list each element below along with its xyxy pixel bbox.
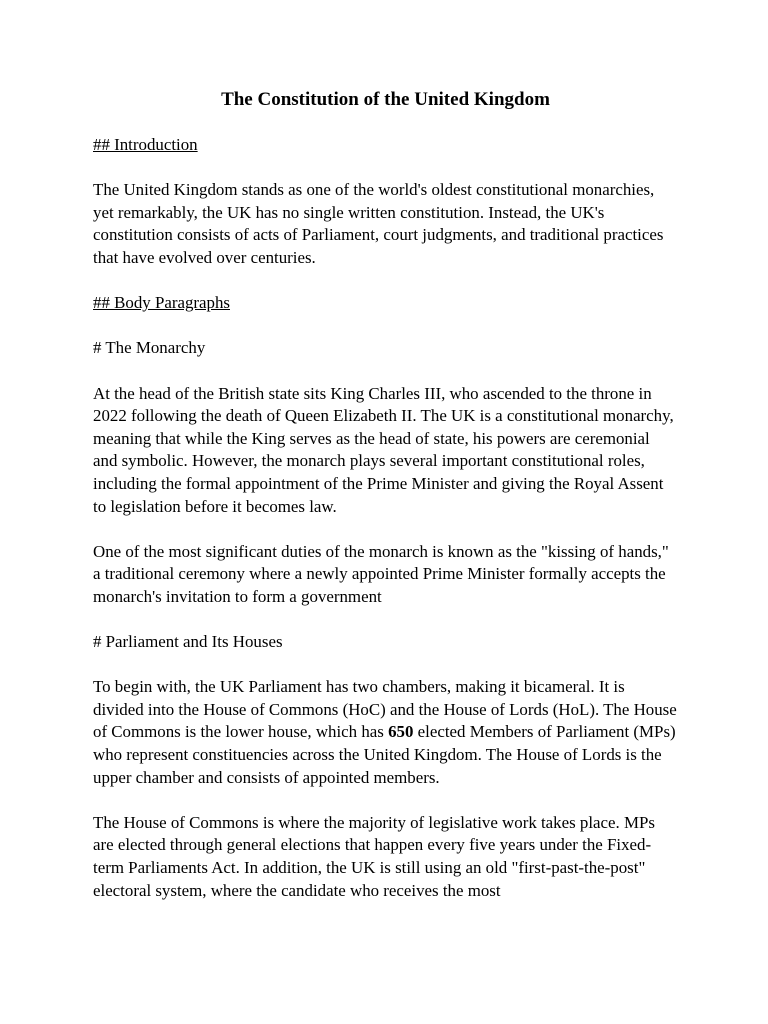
parliament-paragraph-1 bbox=[93, 676, 678, 789]
monarchy-paragraph-2: One of the most significant duties of the monarch is known as the "kissing of hands," a traditional ceremony where a newly appointed Prime Minister formally accepts the monarch's invitation to form a government bbox=[93, 541, 669, 606]
monarchy-paragraph-1: At the head of the British state sits King Charles III, who ascended to the throne in 2022 following the death of Queen Elizabeth II. The UK is a constitutional monarchy, meaning that while the King serves as the head of state, his powers are ceremonial and symbolic. However, the monarch plays several important constitutional roles, including the formal appointment of the Prime Minister and giving the Royal Assent to legislation before it becomes law. bbox=[93, 383, 674, 516]
body-paragraphs-heading: ## Body Paragraphs bbox=[93, 293, 230, 313]
introduction-heading: ## Introduction bbox=[93, 135, 198, 154]
document-title: The Constitution of the United Kingdom bbox=[221, 89, 550, 110]
parliament-paragraph-1-text-start: To begin with, the UK Parliament has two chambers, making it bicameral. It is divided into the House of Commons (HoC) and the House of Lords (HoL). The House of Commons is the lower house, which has bbox=[93, 677, 677, 742]
parliament-paragraph-2: The House of Commons is where the majority of legislative work takes place. MPs are elected through general elections that happen every five years under the Fixed-term Parliaments Act. In addition, the UK is still using an old "first-past-the-post" electoral system, where the candidate who receives the most bbox=[93, 812, 655, 900]
parliament-paragraph-1-text-end: elected Members of Parliament (MPs) who represent constituencies across the United Kingdom. The House of Lords is the upper chamber and consists of appointed members. bbox=[93, 722, 676, 787]
introduction-paragraph: The United Kingdom stands as one of the world's oldest constitutional monarchies, yet remarkably, the UK has no single written constitution. Instead, the UK's constitution consists of acts of Parliament, court judgments, and traditional practices that have evolved over centuries. bbox=[93, 180, 664, 267]
monarchy-heading: # The Monarchy bbox=[93, 338, 206, 358]
parliament-heading: # Parliament and Its Houses bbox=[93, 632, 283, 652]
mp-count-bold: 650 bbox=[388, 722, 414, 742]
